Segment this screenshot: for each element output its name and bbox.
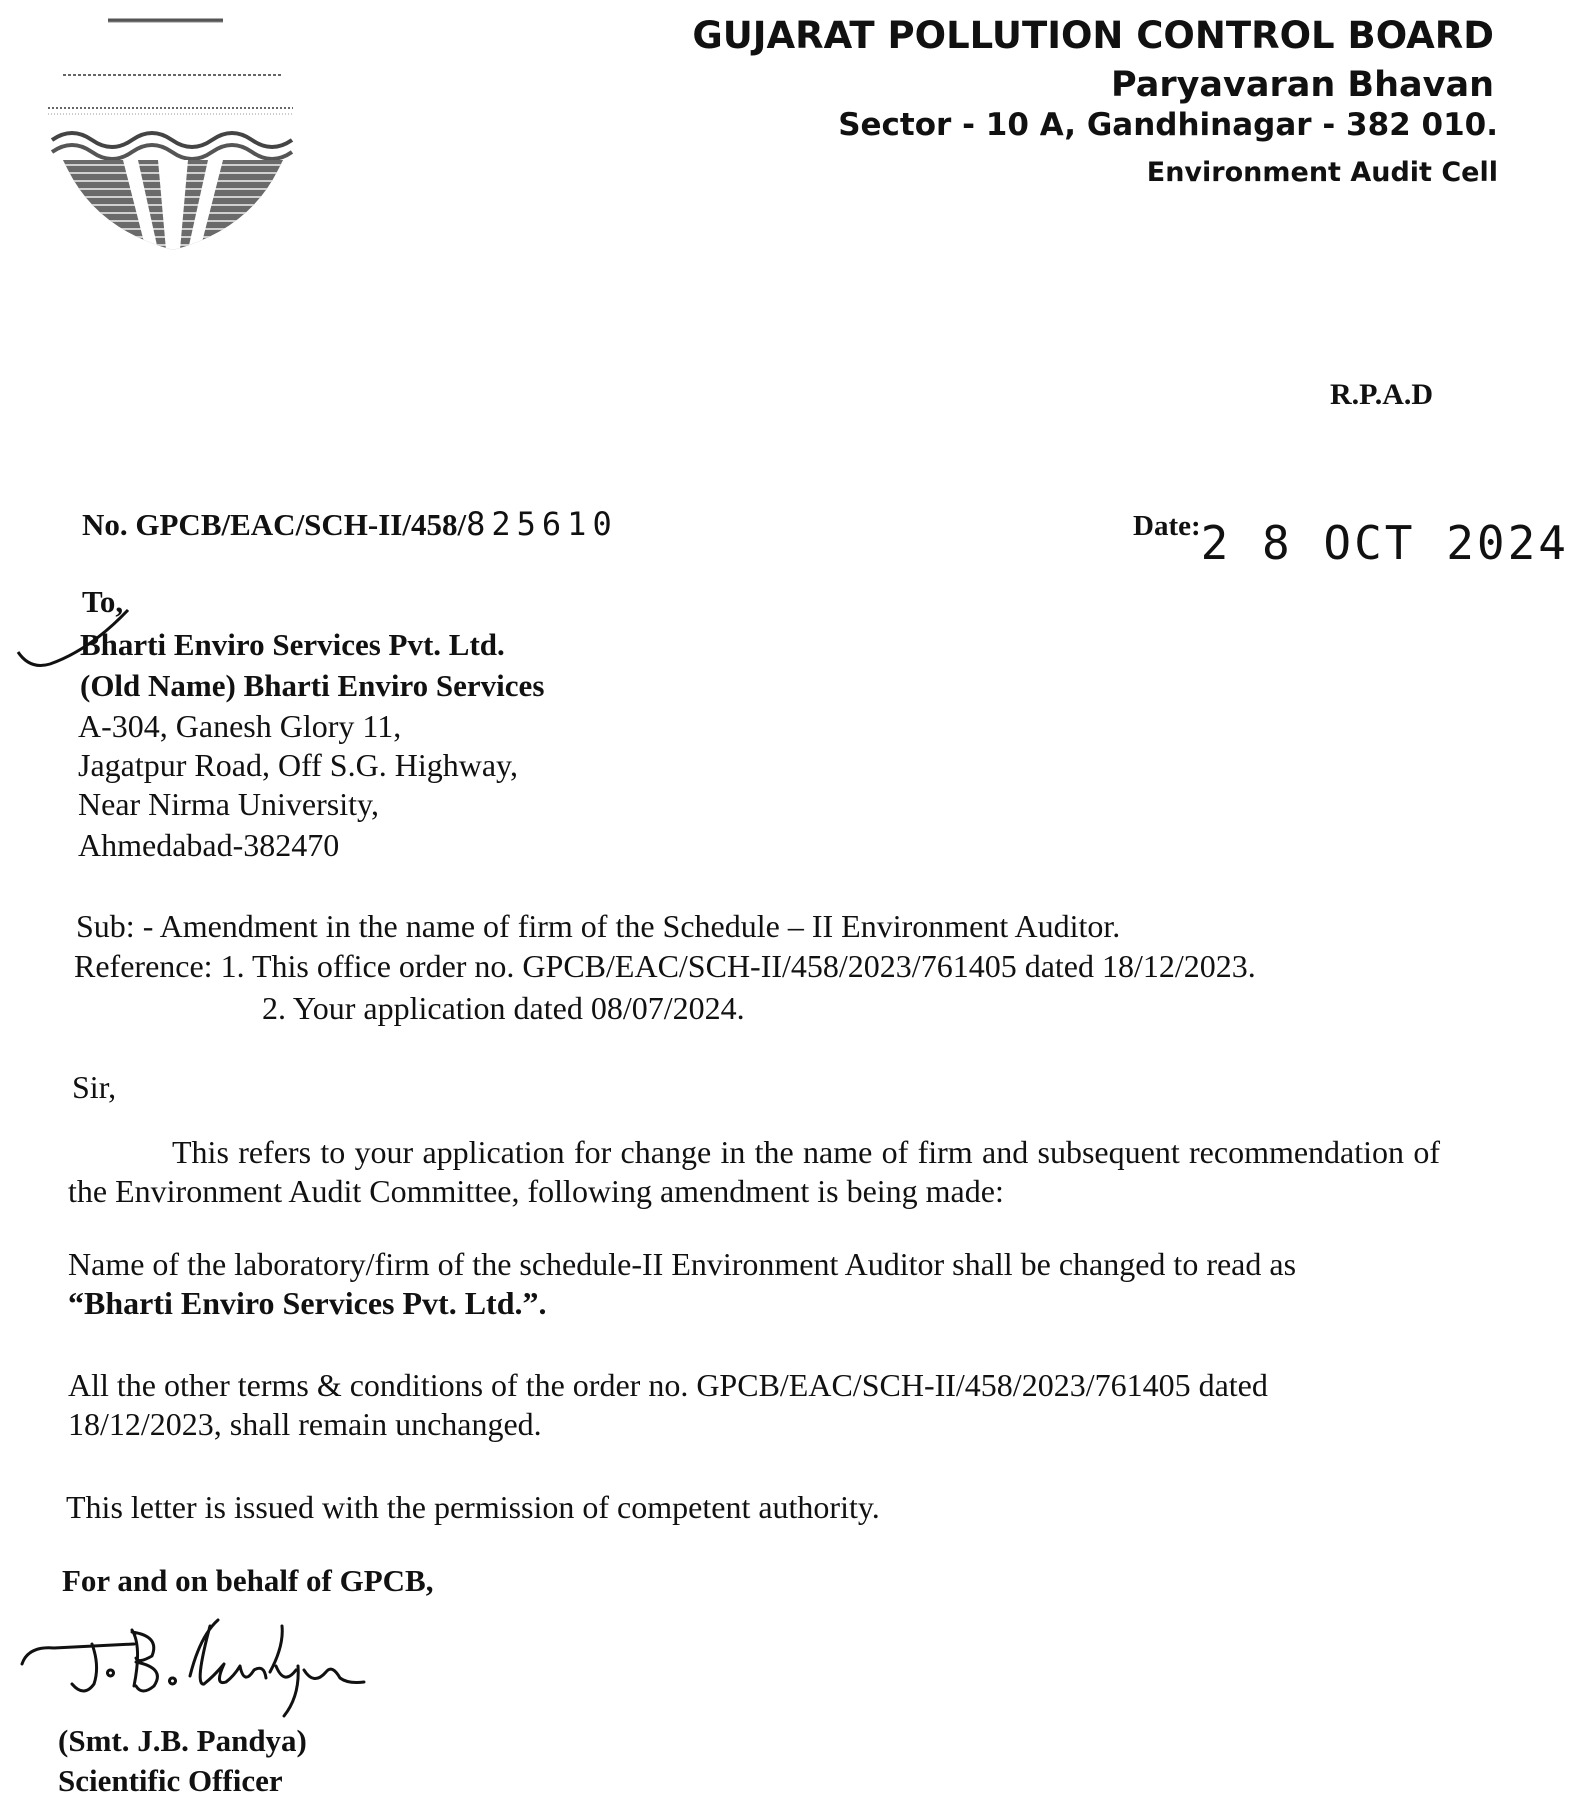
- reference-number-handwritten: 825610: [466, 505, 618, 543]
- org-name: GUJARAT POLLUTION CONTROL BOARD: [692, 14, 1494, 57]
- addressee-to: To,: [82, 584, 124, 619]
- on-behalf-line: For and on behalf of GPCB,: [62, 1563, 434, 1598]
- subject-line: Sub: - Amendment in the name of firm of the Schedule – II Environment Auditor.: [76, 908, 1121, 944]
- date-stamp: 2 8 OCT 2024: [1200, 516, 1569, 570]
- signatory-designation: Scientific Officer: [58, 1763, 283, 1798]
- letter-date: [1133, 510, 1569, 570]
- address-line: Jagatpur Road, Off S.G. Highway,: [78, 747, 518, 783]
- signature: [14, 1606, 374, 1726]
- address-line: A-304, Ganesh Glory 11,: [78, 708, 402, 744]
- addressee-old-name: (Old Name) Bharti Enviro Services: [80, 668, 545, 703]
- dispatch-mode: R.P.A.D: [1330, 378, 1434, 411]
- cell-name: Environment Audit Cell: [1146, 157, 1498, 188]
- building-name: Paryavaran Bhavan: [1110, 65, 1494, 105]
- reference-line-1: Reference: 1. This office order no. GPCB/EAC/SCH-II/458/2023/761405 dated 18/12/2023.: [74, 948, 1256, 984]
- gpcb-logo: [38, 10, 308, 260]
- body-paragraph-1: This refers to your application for change in the name of firm and subsequent recommendation of the Environment Audit Committee, following amendment is being made:: [68, 1134, 1440, 1209]
- salutation: Sir,: [72, 1069, 117, 1105]
- address-line: Near Nirma University,: [78, 786, 379, 822]
- office-address: Sector - 10 A, Gandhinagar - 382 010.: [838, 107, 1498, 143]
- body-paragraph-2: [68, 1245, 1440, 1323]
- body-paragraph-3: All the other terms & conditions of the order no. GPCB/EAC/SCH-II/458/2023/761405 dated 18/12/2023, shall remain unchanged.: [68, 1367, 1268, 1442]
- reference-number-prefix: No. GPCB/EAC/SCH-II/458/: [82, 507, 467, 542]
- address-line: Ahmedabad-382470: [78, 827, 340, 863]
- reference-line-2: 2. Your application dated 08/07/2024.: [262, 990, 745, 1026]
- signatory-name: (Smt. J.B. Pandya): [58, 1723, 307, 1758]
- addressee-name: Bharti Enviro Services Pvt. Ltd.: [80, 627, 505, 662]
- reference-number: [82, 505, 618, 543]
- body-paragraph-2-text: Name of the laboratory/firm of the schedule-II Environment Auditor shall be changed to read as: [68, 1246, 1297, 1282]
- new-firm-name: “Bharti Enviro Services Pvt. Ltd.”.: [68, 1285, 547, 1321]
- body-paragraph-4: This letter is issued with the permission of competent authority.: [66, 1489, 880, 1525]
- date-label: Date:: [1133, 510, 1201, 542]
